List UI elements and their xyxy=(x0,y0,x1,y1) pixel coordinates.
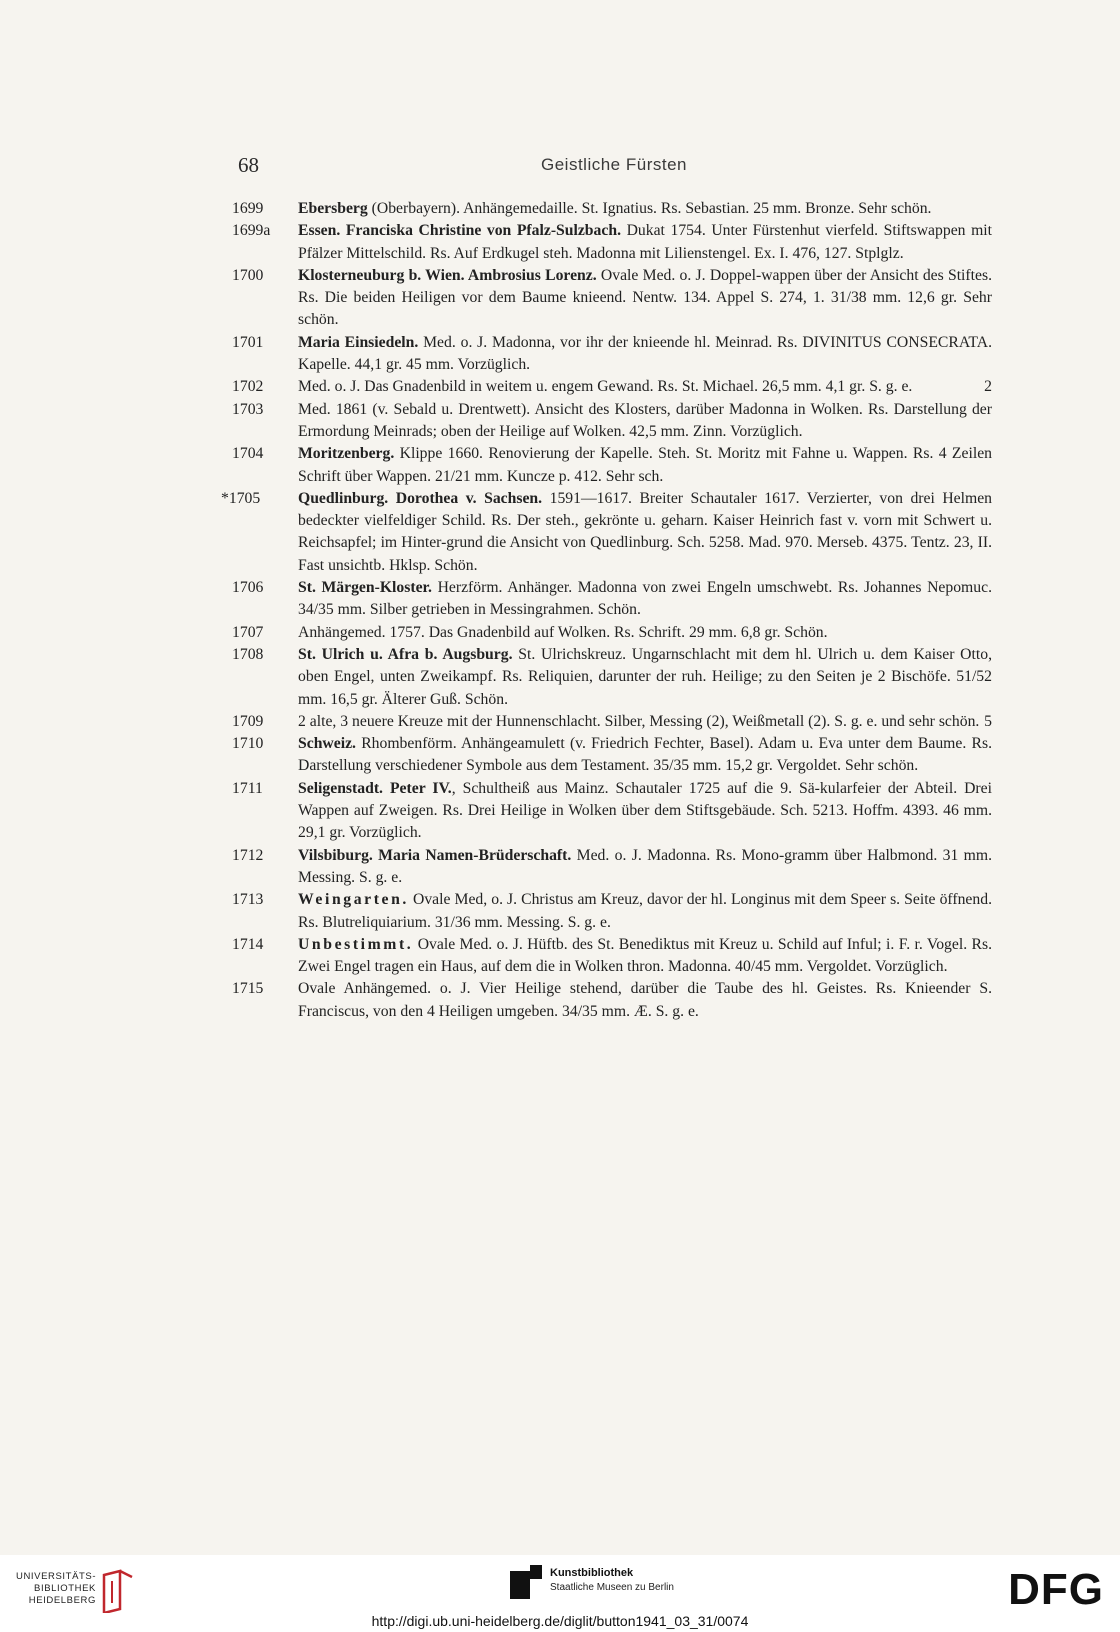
entry-text xyxy=(298,622,992,644)
entry-number: 1713 xyxy=(232,891,264,909)
entry-heading: Unbestimmt. xyxy=(298,935,414,953)
catalog-entry xyxy=(232,220,992,265)
kunstbibliothek-logo[interactable] xyxy=(510,1565,690,1605)
entry-heading: Quedlinburg. Dorothea v. Sachsen. xyxy=(298,489,543,507)
entry-description: (Oberbayern). Anhängemedaille. St. Ignatius. Rs. Sebastian. 25 mm. Bronze. Sehr schön. xyxy=(367,200,932,217)
entry-text xyxy=(298,934,992,979)
entry-text xyxy=(298,488,992,577)
entry-description: Klippe 1660. Renovierung der Kapelle. Steh. St. Moritz mit Fahne u. Wappen. Rs. 4 Zeilen Schrift über Wappen. 21/21 mm. Kuncze p. 412. Sehr sch. xyxy=(298,445,992,485)
entry-description: Herzförm. Anhänger. Madonna von zwei Engeln umschwebt. Rs. Johannes Nepomuc. 34/35 mm. Silber getrieben in Messingrahmen. Schön. xyxy=(298,579,992,619)
entry-heading: Schweiz. xyxy=(298,735,356,753)
entry-description: Med. o. J. Madonna. Rs. Mono-gramm über Halbmond. 31 mm. Messing. S. g. e. xyxy=(298,846,993,886)
entry-number: 1699a xyxy=(232,222,271,240)
entry-description: Med. 1861 (v. Sebald u. Drentwett). Ansicht des Klosters, darüber Madonna in Wolken. Rs. Darstellung der Ermordung Meinrads; oben der Heilige auf Wolken. 42,5 mm. Zinn. Vorzüglich. xyxy=(298,400,992,440)
entry-number: 1707 xyxy=(232,623,264,641)
entry-number: 1700 xyxy=(232,266,264,284)
entry-number: *1705 xyxy=(221,489,261,507)
entry-text xyxy=(298,889,992,934)
catalog-entry xyxy=(221,488,992,577)
entry-description: Ovale Med, o. J. Christus am Kreuz, davor der hl. Longinus mit dem Speer s. Seite öffnend. Rs. Blutreliquiarium. 31/36 mm. Messing. S. g. e. xyxy=(298,891,992,931)
entry-heading: St. Ulrich u. Afra b. Augsburg. xyxy=(298,645,513,663)
entry-number: 1701 xyxy=(232,333,264,351)
entry-text xyxy=(298,399,992,444)
kunstbibliothek-subtitle: Staatliche Museen zu Berlin xyxy=(550,1582,674,1593)
entry-text xyxy=(298,332,992,377)
entry-heading: Essen. Franciska Christine von Pfalz-Sulzbach. xyxy=(298,222,621,240)
entry-description: , Schultheiß aus Mainz. Schautaler 1725 auf die 9. Sä-kularfeier der Abteil. Drei Wappen auf Zweigen. Rs. Drei Heilige in Wolken über dem Stiftsgebäude. Sch. 5213. Hoffm. 4393. 46 mm. 29,1 gr. Vorzüglich. xyxy=(298,779,992,842)
entry-number: 1714 xyxy=(232,935,264,953)
entry-description: Ovale Anhängemed. o. J. Vier Heilige stehend, darüber die Taube des hl. Geistes. Rs. Knieender S. Franciscus, von den 4 Heiligen umgeben. 34/35 mm. Æ. S. g. e. xyxy=(298,980,992,1020)
entry-heading: Seligenstadt. Peter IV. xyxy=(298,779,452,797)
entry-text xyxy=(298,443,992,488)
ub-heidelberg-text-line: BIBLIOTHEK xyxy=(34,1583,96,1594)
entry-lot-count: 2 xyxy=(984,378,992,396)
catalog-entry xyxy=(232,733,992,778)
entry-description: St. Ulrichskreuz. Ungarnschlacht mit dem hl. Ulrich u. dem Kaiser Otto, oben Engel, unten Zweikampf. Rs. Reliquien, darunter der ruh. Heilige; zu den Seiten je 2 Bischöfe. 51/52 mm. 16,5 gr. Älterer Guß. Schön. xyxy=(298,645,992,708)
entry-description: Med. o. J. Das Gnadenbild in weitem u. engem Gewand. Rs. St. Michael. 26,5 mm. 4,1 gr. S. g. e. xyxy=(298,378,913,396)
entry-text xyxy=(298,220,992,265)
entry-heading: Ebersberg xyxy=(298,200,368,217)
catalog-entry xyxy=(232,889,992,934)
catalog-entry xyxy=(232,443,992,488)
entry-heading: Klosterneuburg b. Wien. Ambrosius Lorenz. xyxy=(298,266,597,284)
entry-lot-count: 5 xyxy=(984,712,992,730)
entry-text xyxy=(298,198,992,220)
page-header xyxy=(238,153,990,183)
entry-number: 1709 xyxy=(232,712,264,730)
entry-number: 1710 xyxy=(232,735,264,753)
catalog-entry xyxy=(232,934,992,979)
entry-description: Ovale Med. o. J. Hüftb. des St. Benediktus mit Kreuz u. Schild auf Inful; i. F. r. Vogel. Rs. Zwei Engel tragen ein Haus, auf dem die in Wolken thron. Madonna. 40/45 mm. Vergoldet. Vorzüglich. xyxy=(298,935,992,976)
entry-heading: Vilsbiburg. Maria Namen-Brüderschaft. xyxy=(298,846,572,864)
entry-description: Anhängemed. 1757. Das Gnadenbild auf Wolken. Rs. Schrift. 29 mm. 6,8 gr. Schön. xyxy=(298,623,828,641)
entry-heading: Maria Einsiedeln. xyxy=(298,333,419,351)
catalog-entry xyxy=(232,332,992,377)
permalink-url[interactable]: http://digi.ub.uni-heidelberg.de/diglit/button1941_03_31/0074 xyxy=(371,1613,749,1629)
entry-text xyxy=(298,265,992,332)
entry-heading: St. Märgen-Kloster. xyxy=(298,579,432,597)
entry-heading: Moritzenberg. xyxy=(298,445,395,463)
entry-number: 1699 xyxy=(232,200,264,217)
ub-heidelberg-text xyxy=(16,1571,96,1607)
running-title: Geistliche Fürsten xyxy=(541,155,687,174)
entry-number: 1715 xyxy=(232,980,264,998)
entry-text xyxy=(298,577,992,622)
entry-number: 1708 xyxy=(232,645,264,663)
catalog-entry xyxy=(232,399,992,444)
ub-heidelberg-mark-icon xyxy=(100,1569,136,1613)
entry-description: 2 alte, 3 neuere Kreuze mit der Hunnenschlacht. Silber, Messing (2), Weißmetall (2). S. g. e. und sehr schön. xyxy=(298,712,980,730)
entry-text xyxy=(298,733,992,778)
catalog-entry xyxy=(232,978,992,1023)
entry-text xyxy=(298,778,992,845)
catalog-entry xyxy=(232,265,992,332)
catalog-entry xyxy=(232,644,992,711)
entry-text xyxy=(298,644,992,711)
entry-description: Ovale Med. o. J. Doppel-wappen über der Ansicht des Stiftes. Rs. Die beiden Heiligen vor dem Baume knieend. Nentw. 134. Appel S. 274, 1. 31/38 mm. 12,6 gr. Sehr schön. xyxy=(298,266,992,329)
catalog-entry xyxy=(232,198,992,220)
entry-description: Med. o. J. Madonna, vor ihr der knieende hl. Meinrad. Rs. DIVINITUS CONSECRATA. Kapelle. 44,1 gr. 45 mm. Vorzüglich. xyxy=(298,333,992,374)
entry-number: 1712 xyxy=(232,846,264,864)
entry-number: 1704 xyxy=(232,445,264,463)
dfg-logo[interactable]: DFG xyxy=(1008,1565,1104,1614)
entry-text xyxy=(298,978,992,1023)
entry-description: Dukat 1754. Unter Fürstenhut vierfeld. Stiftswappen mit Pfälzer Mittelschild. Rs. Auf Erdkugel steh. Madonna mit Lilienstengel. Ex. I. 476, 127. Stplglz. xyxy=(298,222,993,262)
catalog-entry xyxy=(232,376,992,398)
catalog-entry xyxy=(232,577,992,622)
catalog-entry xyxy=(232,711,992,733)
entry-number: 1706 xyxy=(232,579,264,597)
kunstbibliothek-title: Kunstbibliothek xyxy=(550,1567,634,1579)
page-number: 68 xyxy=(238,153,259,177)
entry-number: 1711 xyxy=(232,779,263,797)
entry-description: Rhombenförm. Anhängeamulett (v. Friedrich Fechter, Basel). Adam u. Eva unter dem Baume. Rs. Darstellung verschiedener Symbole aus dem Testament. 35/35 mm. 15,2 gr. Vergoldet. Sehr schön. xyxy=(298,735,992,775)
catalog-entry xyxy=(232,778,992,845)
entry-text xyxy=(298,711,992,733)
footer-bar xyxy=(0,1555,1120,1632)
entry-number: 1703 xyxy=(232,400,264,418)
catalog-entries xyxy=(221,198,993,1023)
ub-heidelberg-text-line: HEIDELBERG xyxy=(28,1595,96,1606)
entry-text xyxy=(298,845,992,890)
catalog-entry xyxy=(232,622,992,644)
ub-heidelberg-logo[interactable] xyxy=(16,1569,136,1619)
catalog-entry xyxy=(232,845,992,890)
entry-description: 1591—1617. Breiter Schautaler 1617. Verzierter, von drei Helmen bedeckter vielfeldiger Schild. Rs. Der steh., gekrönte u. geharn. Kaiser Heinrich fast v. vorn mit Schwert u. Reichsapfel; im Hinter-grund die Ansicht von Quedlinburg. Sch. 5258. Mad. 970. Merseb. 4375. Tentz. 23, II. Fast unsichtb. Hklsp. Schön. xyxy=(298,489,992,574)
entry-text xyxy=(298,376,992,398)
kunstbibliothek-mark-icon xyxy=(510,1565,544,1601)
ub-heidelberg-text-line: UNIVERSITÄTS- xyxy=(16,1571,97,1582)
entry-number: 1702 xyxy=(232,378,264,396)
entry-heading: Weingarten. xyxy=(298,891,409,909)
